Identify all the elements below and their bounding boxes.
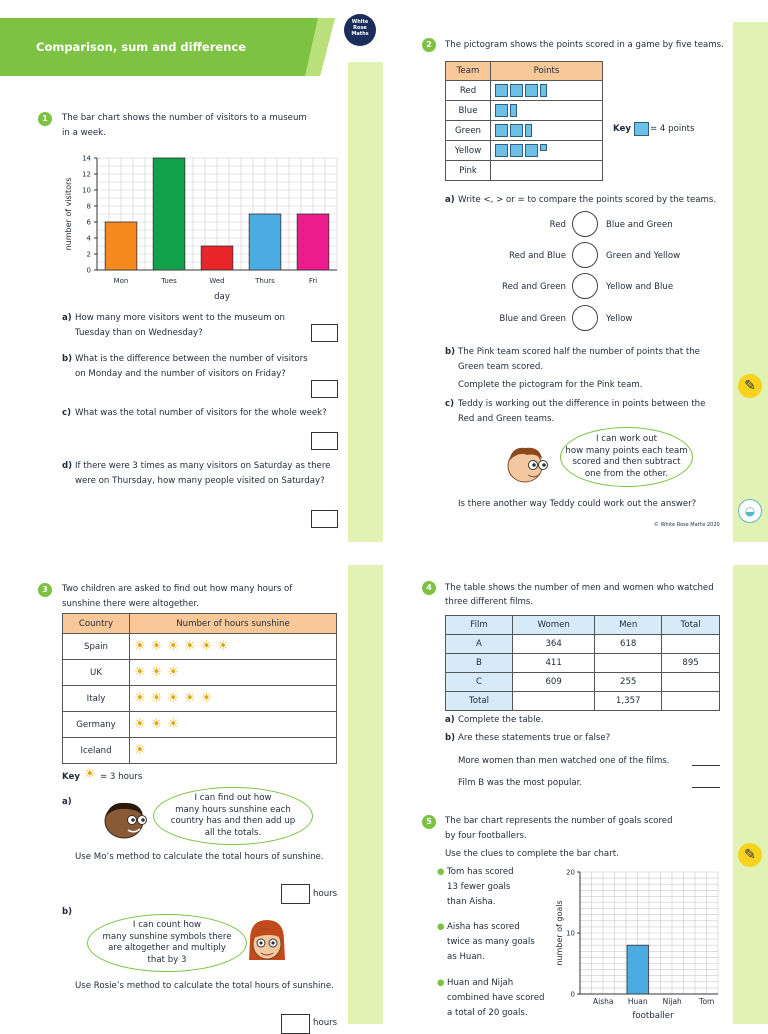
sun-icon: ☀ [150, 717, 164, 732]
cell: 255 [595, 673, 662, 692]
q2-key-value: = 4 points [650, 124, 695, 134]
q1a-text: How many more visitors went to the museum on [75, 313, 285, 323]
points-red [491, 81, 603, 101]
bar-thurs [249, 214, 281, 270]
sun-icon: ☀ [150, 665, 164, 680]
q1b-answer-box[interactable] [311, 380, 338, 398]
blank-cell[interactable] [662, 635, 720, 654]
y-tick-label: 8 [86, 202, 91, 211]
bullet: ● [437, 922, 445, 932]
white-rose-maths-logo: White Rose Maths [344, 14, 376, 46]
x-tick-label: Thurs [255, 277, 275, 285]
blank-cell[interactable] [595, 654, 662, 673]
q5-intro-2: by four footballers. [445, 831, 527, 841]
pictogram-square [495, 124, 508, 137]
team-yellow: Yellow [446, 141, 491, 161]
discussion-icon: ◒ [738, 499, 762, 523]
q1-intro: The bar chart shows the number of visitors to a museum [62, 113, 307, 123]
x-tick-label: Mon [113, 277, 129, 285]
compare-left-1: Red [549, 220, 566, 230]
y-tick-label: 14 [82, 154, 91, 163]
col-team: Team [446, 62, 491, 81]
q2b-text-3: Complete the pictogram for the Pink team. [458, 380, 643, 390]
q1b-text-2: on Monday and the number of visitors on Friday? [75, 369, 286, 379]
pictogram-square [525, 124, 532, 137]
points-yellow [491, 141, 603, 161]
q1a-label: a) [62, 313, 72, 323]
q1c-answer-box[interactable] [311, 432, 338, 450]
sun-icon: ☀ [134, 743, 147, 758]
page-title: Comparison, sum and difference [36, 40, 246, 54]
blank-cell[interactable] [513, 692, 595, 711]
x-tick-label: Nijah [662, 997, 682, 1006]
films-table [445, 615, 720, 711]
compare-circle-4[interactable] [572, 305, 598, 331]
y-tick-label: 2 [86, 250, 91, 259]
pictogram-square [510, 124, 523, 137]
country-uk: UK [63, 660, 130, 686]
x-tick-label: Aisha [593, 997, 614, 1006]
q2c-question: Is there another way Teddy could work out the answer? [458, 499, 697, 509]
q2c-text: Teddy is working out the difference in points between the [458, 399, 706, 409]
blank-cell[interactable] [662, 673, 720, 692]
y-tick-label: 6 [86, 218, 91, 227]
y-tick-label: 0 [86, 266, 91, 275]
statement-2-answer-line[interactable] [692, 787, 720, 788]
q3a-answer-box[interactable] [281, 884, 310, 904]
side-band-bottom-right [733, 565, 768, 1024]
team-blue: Blue [446, 101, 491, 121]
col-points: Points [491, 62, 603, 81]
header-banner [0, 18, 335, 76]
q3b-answer-box[interactable] [281, 1014, 310, 1034]
points-green [491, 121, 603, 141]
q3a-label: a) [62, 797, 72, 807]
question-number-3: 3 [38, 583, 52, 597]
bullet: ● [437, 978, 445, 988]
q1b-label: b) [62, 354, 73, 364]
side-band-top-right [733, 22, 768, 542]
q1a-text-2: Tuesday than on Wednesday? [75, 328, 203, 338]
bar-wed [201, 246, 233, 270]
country-germany: Germany [63, 712, 130, 738]
suns-italy [130, 686, 337, 712]
mo-speech-bubble: I can find out how many hours sunshine each country has and then add up all the totals. [153, 787, 313, 845]
sun-icon: ☀ [183, 691, 197, 706]
rosie-speech-bubble: I can count how many sunshine symbols there are altogether and multiply that by 3 [87, 914, 247, 972]
suns-germany [130, 712, 337, 738]
cell: 1,357 [595, 692, 662, 711]
y-tick-label: 4 [86, 234, 91, 243]
q3-key-label: Key [62, 772, 80, 782]
sun-icon: ☀ [134, 665, 147, 680]
goals-bar-chart[interactable] [548, 866, 728, 1024]
compare-right-2: Green and Yellow [606, 251, 681, 261]
compare-right-4: Yellow [606, 314, 633, 324]
pictogram-square [495, 84, 508, 97]
q4a-text: Complete the table. [458, 715, 544, 725]
q3a-text: Use Mo’s method to calculate the total hours of sunshine. [75, 852, 324, 862]
country-spain: Spain [63, 634, 130, 660]
q4a-label: a) [445, 715, 455, 725]
team-green: Green [446, 121, 491, 141]
question-number-5: 5 [422, 815, 436, 829]
compare-circle-3[interactable] [572, 273, 598, 299]
key-square-icon [634, 122, 649, 136]
pictogram-square [495, 104, 508, 117]
suns-spain [130, 634, 337, 660]
q2a-text: Write <, > or = to compare the points scored by the teams. [458, 195, 717, 205]
q3-intro-2: sunshine there were altogether. [62, 599, 199, 609]
bar-mon [105, 222, 137, 270]
y-tick-label: 0 [570, 990, 575, 999]
sun-icon: ☀ [183, 639, 197, 654]
points-pictogram-table [445, 61, 603, 181]
q2b-text: The Pink team scored half the number of points that the [458, 347, 700, 357]
pictogram-square [540, 144, 547, 151]
q4-intro: The table shows the number of men and women who watched [445, 583, 714, 593]
q2-intro: The pictogram shows the points scored in a game by five teams. [445, 40, 724, 50]
col-film: Film [446, 616, 513, 635]
q1d-answer-box[interactable] [311, 510, 338, 528]
col-hours: Number of hours sunshine [130, 614, 337, 634]
sun-icon: ☀ [200, 639, 214, 654]
cell: 411 [513, 654, 595, 673]
compare-right-3: Yellow and Blue [606, 282, 674, 292]
col-men: Men [595, 616, 662, 635]
q1c-text: What was the total number of visitors for the whole week? [75, 408, 327, 418]
team-pink: Pink [446, 161, 491, 181]
q2c-text-2: Red and Green teams. [458, 414, 555, 424]
x-axis-label: day [214, 292, 230, 302]
row-total: Total [446, 692, 513, 711]
q1d-text: If there were 3 times as many visitors on Saturday as there [75, 461, 331, 471]
x-tick-label: Tom [699, 997, 715, 1006]
sun-icon: ☀ [150, 691, 164, 706]
bar-fri [297, 214, 329, 270]
q4b-text: Are these statements true or false? [458, 733, 611, 743]
teddy-speech-bubble: I can work out how many points each team scored and then subtract one from the other. [560, 427, 693, 487]
compare-left-2: Red and Blue [509, 251, 566, 261]
y-axis-label: number of visitors [64, 177, 73, 251]
cell: 364 [513, 635, 595, 654]
sunshine-pictogram-table [62, 613, 337, 764]
film-b: B [446, 654, 513, 673]
statement-2: Film B was the most popular. [458, 778, 583, 788]
cell: 609 [513, 673, 595, 692]
q1d-label: d) [62, 461, 73, 471]
y-axis-label: number of goals [555, 900, 564, 966]
bar-huan [627, 945, 648, 994]
q5-intro: The bar chart represents the number of goals scored [445, 816, 673, 826]
q2c-label: c) [445, 399, 455, 409]
q3b-label: b) [62, 907, 73, 917]
points-blue [491, 101, 603, 121]
pictogram-square [510, 84, 523, 97]
compare-circle-1[interactable] [572, 211, 598, 237]
sun-icon: ☀ [134, 691, 147, 706]
sun-icon: ☀ [84, 767, 97, 782]
y-tick-label: 10 [566, 929, 575, 938]
x-axis-label: footballer [632, 1011, 674, 1021]
q3-key-value: = 3 hours [100, 772, 143, 782]
pictogram-square [540, 84, 547, 97]
q2-key-label: Key [613, 124, 631, 134]
statement-1: More women than men watched one of the films. [458, 756, 670, 766]
pictogram-square [495, 144, 508, 157]
statement-1-answer-line[interactable] [692, 765, 720, 766]
q4b-label: b) [445, 733, 456, 743]
x-tick-label: Huan [627, 997, 648, 1006]
question-number-1: 1 [38, 112, 52, 126]
country-iceland: Iceland [63, 738, 130, 764]
question-number-4: 4 [422, 581, 436, 595]
compare-right-1: Blue and Green [606, 220, 673, 230]
copyright: © White Rose Maths 2020 [654, 522, 720, 528]
y-tick-label: 20 [566, 868, 575, 877]
visitors-bar-chart [55, 150, 345, 310]
y-tick-label: 10 [82, 186, 91, 195]
q2b-label: b) [445, 347, 456, 357]
pictogram-square [525, 84, 538, 97]
pencil-icon-2: ✎ [738, 843, 762, 867]
q1b-text: What is the difference between the number of visitors [75, 354, 308, 364]
q3b-unit: hours [313, 1018, 338, 1028]
sun-icon: ☀ [167, 665, 180, 680]
q5-intro-3: Use the clues to complete the bar chart. [445, 849, 619, 859]
q2a-label: a) [445, 195, 455, 205]
bullet: ● [437, 867, 445, 877]
q2b-text-2: Green team scored. [458, 362, 544, 372]
pictogram-square [525, 144, 538, 157]
sun-icon: ☀ [167, 691, 180, 706]
compare-circle-2[interactable] [572, 242, 598, 268]
q3b-text: Use Rosie’s method to calculate the total hours of sunshine. [75, 981, 334, 991]
col-total: Total [662, 616, 720, 635]
side-band-top-left [348, 62, 383, 542]
bar-tues [153, 158, 185, 270]
col-women: Women [513, 616, 595, 635]
sun-icon: ☀ [200, 691, 214, 706]
cell: 895 [662, 654, 720, 673]
suns-uk [130, 660, 337, 686]
compare-left-3: Red and Green [502, 282, 566, 292]
x-tick-label: Tues [161, 277, 177, 285]
pictogram-square [510, 144, 523, 157]
x-tick-label: Fri [308, 277, 318, 285]
pictogram-square [510, 104, 517, 117]
col-country: Country [63, 614, 130, 634]
x-tick-label: Wed [209, 277, 225, 285]
sun-icon: ☀ [150, 639, 164, 654]
q1-intro-2: in a week. [62, 128, 106, 138]
q3-intro: Two children are asked to find out how many hours of [62, 584, 293, 594]
sun-icon: ☀ [134, 717, 147, 732]
compare-left-4: Blue and Green [499, 314, 566, 324]
q1d-text-2: were on Thursday, how many people visited on Saturday? [75, 476, 325, 486]
film-a: A [446, 635, 513, 654]
cell: 618 [595, 635, 662, 654]
mo-avatar [102, 800, 152, 840]
pencil-icon: ✎ [738, 374, 762, 398]
sun-icon: ☀ [167, 717, 180, 732]
blank-cell[interactable] [662, 692, 720, 711]
sun-icon: ☀ [134, 639, 147, 654]
film-c: C [446, 673, 513, 692]
sun-icon: ☀ [167, 639, 180, 654]
question-number-2: 2 [422, 38, 436, 52]
q3a-unit: hours [313, 889, 338, 899]
teddy-avatar [502, 441, 548, 485]
q4-intro-2: three different films. [445, 597, 534, 607]
q1a-answer-box[interactable] [311, 324, 338, 342]
y-tick-label: 12 [82, 170, 91, 179]
points-pink[interactable] [491, 161, 603, 181]
rosie-avatar [247, 918, 287, 966]
team-red: Red [446, 81, 491, 101]
suns-iceland [130, 738, 337, 764]
sun-icon: ☀ [217, 639, 230, 654]
side-band-bottom-left [348, 565, 383, 1024]
country-italy: Italy [63, 686, 130, 712]
q1c-label: c) [62, 408, 72, 418]
